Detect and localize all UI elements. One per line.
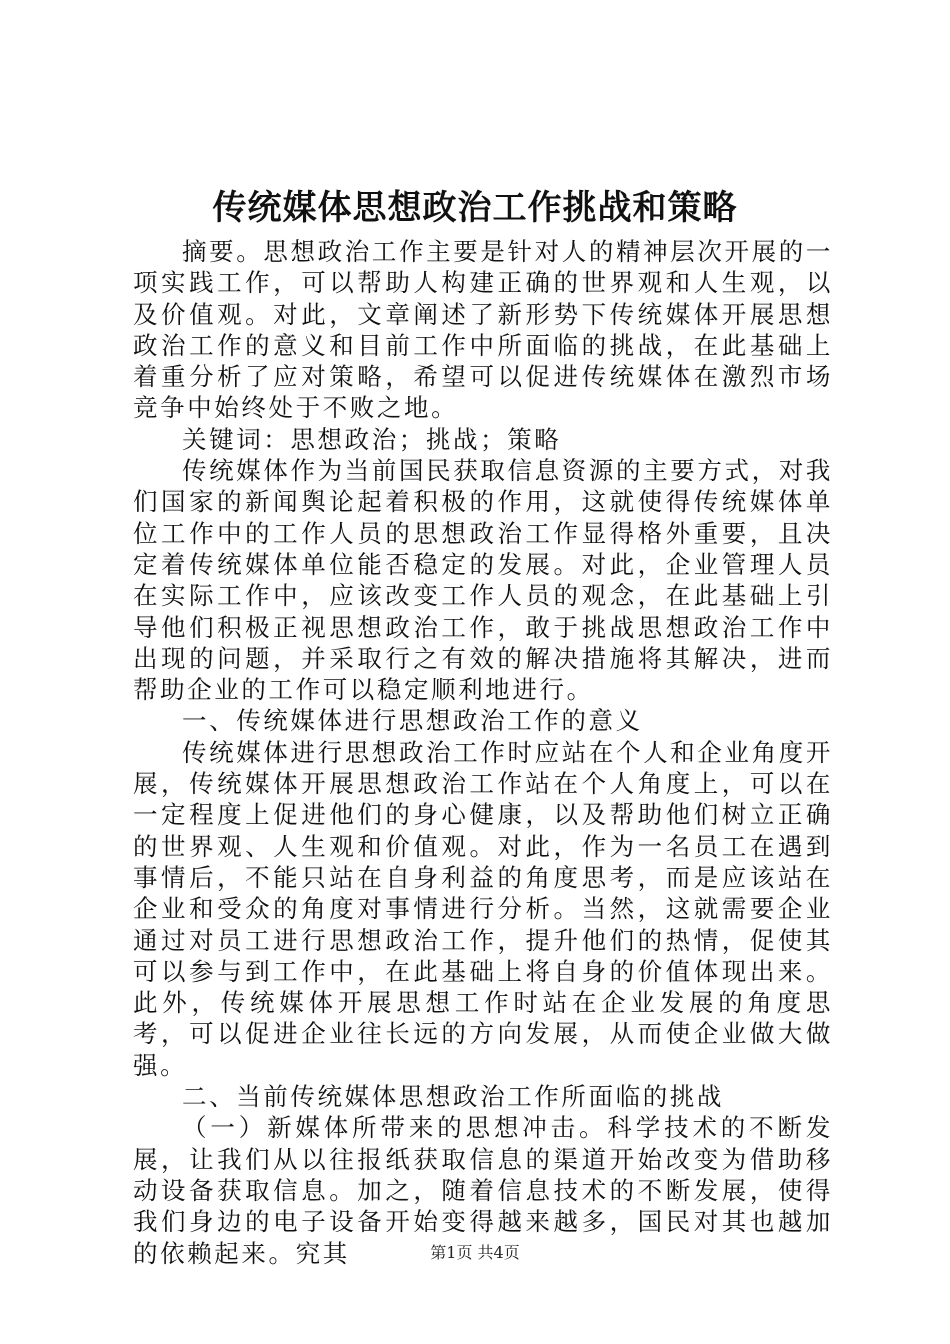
page-footer: 第1页 共4页 (430, 1243, 520, 1262)
section-heading-2: 二、当前传统媒体思想政治工作所面临的挑战 (182, 1082, 724, 1112)
abstract-paragraph: 摘要。思想政治工作主要是针对人的精神层次开展的一项实践工作，可以帮助人构建正确的世界观和人生观，以及价值观。对此，文章阐述了新形势下传统媒体开展思想政治工作的意义和目前工作中所面临的挑战，在此基础上着重分析了应对策略，希望可以促进传统媒体在激烈市场竞争中始终处于不败之地。 (133, 237, 833, 423)
section-1-paragraph: 传统媒体进行思想政治工作时应站在个人和企业角度开展，传统媒体开展思想政治工作站在个人角度上，可以在一定程度上促进他们的身心健康，以及帮助他们树立正确的世界观、人生观和价值观。对此，作为一名员工在遇到事情后，不能只站在自身利益的角度思考，而是应该站在企业和受众的角度对事情进行分析。当然，这就需要企业通过对员工进行思想政治工作，提升他们的热情，促使其可以参与到工作中，在此基础上将自身的价值体现出来。此外，传统媒体开展思想工作时站在企业发展的角度思考，可以促进企业往长远的方向发展，从而使企业做大做强。 (133, 737, 833, 1080)
intro-paragraph: 传统媒体作为当前国民获取信息资源的主要方式，对我们国家的新闻舆论起着积极的作用，这就使得传统媒体单位工作中的工作人员的思想政治工作显得格外重要，且决定着传统媒体单位能否稳定的发展。对此，企业管理人员在实际工作中，应该改变工作人员的观念，在此基础上引导他们积极正视思想政治工作，敢于挑战思想政治工作中出现的问题，并采取行之有效的解决措施将其解决，进而帮助企业的工作可以稳定顺利地进行。 (133, 456, 833, 705)
section-2-paragraph: （一）新媒体所带来的思想冲击。科学技术的不断发展，让我们从以往报纸获取信息的渠道开始改变为借助移动设备获取信息。加之，随着信息技术的不断发展，使得我们身边的电子设备开始变得越来越多，国民对其也越加的依赖起来。究其 (133, 1113, 833, 1268)
section-heading-1: 一、传统媒体进行思想政治工作的意义 (182, 706, 643, 736)
document-title: 传统媒体思想政治工作挑战和策略 (212, 188, 738, 228)
keywords-paragraph: 关键词：思想政治；挑战；策略 (182, 424, 562, 454)
document-body (133, 236, 833, 1269)
